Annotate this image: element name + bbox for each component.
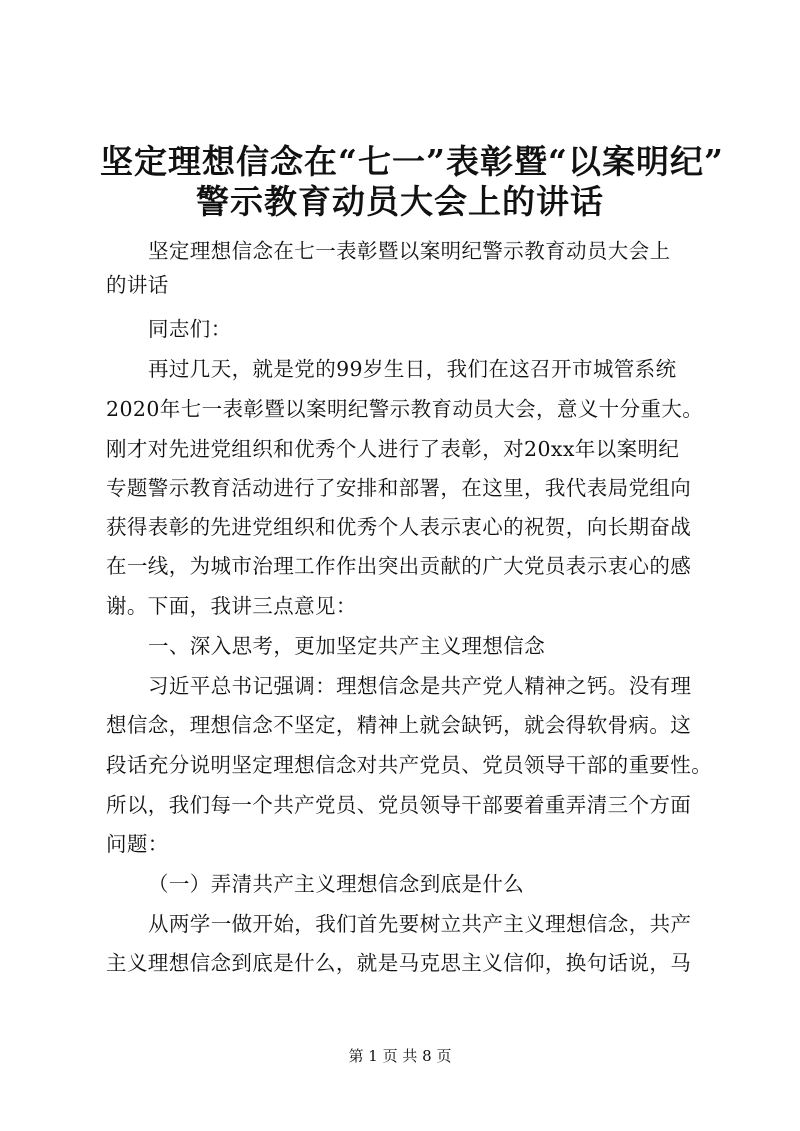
paragraph-line: 谢。下面，我讲三点意见： — [106, 594, 357, 618]
paragraph-line: 段话充分说明坚定理想信念对共产党员、党员领导干部的重要性。 — [106, 753, 713, 777]
subsection-heading: （一）弄清共产主义理想信念到底是什么 — [148, 872, 525, 896]
page-indicator: 第 1 页 共 8 页 — [348, 1047, 452, 1065]
paragraph-line: 再过几天，就是党的99岁生日，我们在这召开市城管系统 — [148, 357, 677, 381]
paragraph-line: 习近平总书记强调：理想信念是共产党人精神之钙。没有理 — [148, 674, 692, 698]
paragraph-line: 刚才对先进党组织和优秀个人进行了表彰，对20xx年以案明纪 — [106, 437, 680, 461]
salutation: 同志们： — [148, 317, 232, 341]
document-title-line-2: 警示教育动员大会上的讲话 — [196, 182, 604, 221]
paragraph-line: 2020年七一表彰暨以案明纪警示教育动员大会，意义十分重大。 — [106, 397, 704, 421]
paragraph-line: 坚定理想信念在七一表彰暨以案明纪警示教育动员大会上 — [148, 239, 671, 263]
paragraph-line: 专题警示教育活动进行了安排和部署，在这里，我代表局党组向 — [106, 476, 692, 500]
paragraph-line: 在一线，为城市治理工作作出突出贡献的广大党员表示衷心的感 — [106, 554, 692, 578]
paragraph-line: 问题： — [106, 832, 169, 856]
document-title-line-1: 坚定理想信念在“七一”表彰暨“以案明纪” — [100, 142, 724, 181]
paragraph-line: 的讲话 — [106, 273, 169, 297]
paragraph-line: 所以，我们每一个共产党员、党员领导干部要着重弄清三个方面 — [106, 793, 692, 817]
paragraph-line: 想信念，理想信念不坚定，精神上就会缺钙，就会得软骨病。这 — [106, 713, 692, 737]
paragraph-line: 获得表彰的先进党组织和优秀个人表示衷心的祝贺，向长期奋战 — [106, 515, 692, 539]
paragraph-line: 主义理想信念到底是什么，就是马克思主义信仰，换句话说，马 — [106, 951, 692, 975]
section-heading: 一、深入思考，更加坚定共产主义理想信念 — [148, 634, 546, 658]
paragraph-line: 从两学一做开始，我们首先要树立共产主义理想信念，共产 — [148, 912, 692, 936]
